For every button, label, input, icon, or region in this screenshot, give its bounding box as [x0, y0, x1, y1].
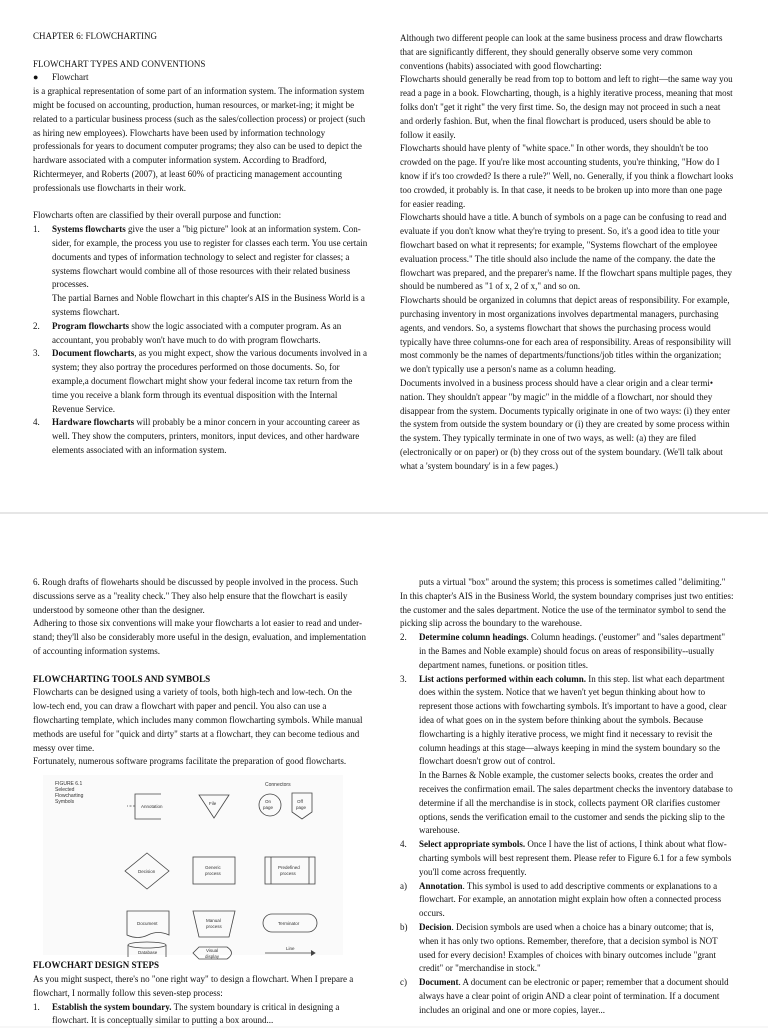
- page-1-right-column: [400, 32, 734, 474]
- bullet-label: Flowchart: [52, 72, 89, 83]
- off-page-label: Off: [297, 799, 303, 805]
- page-2: [0, 512, 768, 1026]
- predefined-process-label: Predefined: [278, 865, 300, 871]
- list-term: Annotation: [419, 880, 463, 891]
- list-text: give the user a "big picture" look at an information system. Con-sider, for example, the process you use to register for classes each term. You use certain documents and types of information technology to select and register for classes; a systems flowchart would combine all of those resources with their related business processes.: [52, 224, 368, 290]
- figure-flowcharting-symbols: [43, 775, 343, 960]
- list-text: will probably be a minor concern in your accounting career as well. They show the computers, printers, monitors, input devices, and other hardware elements associated with an information system.: [52, 417, 360, 455]
- symbols-svg: [43, 775, 343, 960]
- design-steps-list-start: [33, 1001, 368, 1028]
- database-label: Database: [138, 950, 158, 956]
- paragraph: Although two different people can look at the same business process and draw flowcharts that are significantly different, they should generally observe some very common conventions (habits) associated with good flowcharting:: [400, 33, 723, 71]
- line-symbol: [265, 951, 315, 956]
- list-term: Select appropriate symbols.: [419, 839, 526, 850]
- paragraph: Adhering to those six conventions will make your flowcharts a lot easier to read and under-stand; they'll also be considerably more useful in the design, evaluation, and implementation of accounting information systems.: [33, 618, 367, 656]
- terminator-label: Terminator: [278, 921, 300, 927]
- list-item: [400, 976, 734, 1017]
- list-term: Determine column headings: [419, 632, 527, 643]
- figure-caption-line: FIGURE 6.1: [55, 781, 83, 788]
- paragraph: Flowcharts can be designed using a variety of tools, both high-tech and low-tech. On the low-tech end, you can draw a flowchart with paper and pencil. You also can use a flowcharting template, which includes many common flowcharting symbols. While manual methods are useful for "quick and dirty" starts at a flowchart, they can become tedious and messy over time.: [33, 687, 363, 753]
- paragraph: is a graphical representation of some part of an information system. The information system might be focused on accounting, production, human resources, or market-ing; it might be related to a particular business process (such as the sales/collection process) or project (such as hiring new employees). Flowcharts have been used by information technology professionals for years to document computer programs; they also can be used to depict the hardware associated with a computer information system. According to Bradford, Richtermeyer, and Roberts (2007), at least 60% of practicing management accounting professionals use flowcharts in their work.: [33, 86, 366, 193]
- document-label: Document: [137, 921, 158, 927]
- section-title-tools-symbols: FLOWCHARTING TOOLS AND SYMBOLS: [33, 673, 211, 684]
- paragraph: Fortunately, numerous software programs facilitate the preparation of good flowcharts.: [33, 756, 347, 767]
- list-item: [33, 320, 368, 348]
- list-item: [33, 223, 368, 320]
- design-steps-list: [400, 631, 734, 879]
- paragraph: Flowcharts often are classified by their overall purpose and function:: [33, 210, 282, 221]
- page-2-left-column: [33, 576, 368, 1028]
- list-number: 3.: [400, 673, 407, 684]
- list-term: Establish the system boundary.: [52, 1001, 172, 1012]
- list-text: , as you might expect, show the various documents involved in a system; they also portray the procedures performed on those documents. So, for example,a document flowchart might show your federal income tax return from the time you receive a blank form through its eventual disposition with the Internal Revenue Service.: [52, 348, 367, 414]
- list-number: 4.: [33, 417, 40, 428]
- generic-process-label: Generic: [205, 865, 221, 871]
- list-item: [33, 1001, 368, 1028]
- list-item: [400, 838, 734, 879]
- list-text: . This symbol is used to add descriptive comments or explanations to a flowchart. For example, an annotation might explain how often a connected process occurs.: [419, 880, 722, 919]
- list-term: Decision: [419, 921, 452, 932]
- line-label: Line: [286, 946, 295, 952]
- list-number: 4.: [400, 839, 407, 850]
- manual-process-label: process: [206, 924, 222, 930]
- list-item: [33, 416, 368, 457]
- chapter-title: CHAPTER 6: FLOWCHARTING: [33, 31, 157, 41]
- generic-process-label: process: [205, 871, 221, 877]
- paragraph: Flowcharts should generally be read from top to bottom and left to right—the same way you read a page in a book. Flowcharting, though, is a highly iterative process, meaning that most folks don't "get it right" the very first time. So, the design may not proceed in such a neat and orderly fashion. But, when the final flowchart is produced, users should be able to follow it easily.: [400, 74, 733, 140]
- bullet-flowchart: [33, 71, 368, 85]
- list-term: Systems flowcharts: [52, 224, 126, 235]
- figure-caption-line: Selected: [55, 787, 75, 794]
- visual-display-label: display: [205, 954, 220, 960]
- connectors-label: Connectors: [265, 782, 291, 789]
- figure-caption-line: Flowcharting: [55, 793, 84, 800]
- on-page-label: On: [265, 799, 272, 805]
- list-term: Hardware flowcharts: [52, 417, 135, 428]
- list-item: [400, 880, 734, 921]
- manual-process-label: Manual: [206, 918, 221, 924]
- continued-text: puts a virtual "box" around the system; this process is sometimes called "delimiting.": [419, 577, 726, 587]
- list-item: [400, 673, 734, 839]
- list-letter: a): [400, 880, 407, 891]
- symbols-list: [400, 880, 734, 1018]
- page-1-left-column: [33, 30, 368, 458]
- list-number: 2.: [400, 632, 407, 643]
- list-term: Document flowcharts: [52, 348, 135, 359]
- paragraph: Flowcharts should be organized in columns that depict areas of responsibility. For example, purchasing inventory in most organizations involves departmental managers, purchasing agents, and vendors. So, a systems flowchart that shows the purchasing process would typically have three columns-one for each area of responsibility. Areas of responsibility will most commonly be the names of departments/functions/job titles within the organization; we don't typically use a person's name as a column heading.: [400, 295, 732, 375]
- predefined-process-label: process: [280, 871, 296, 877]
- list-term: List actions performed within each column.: [419, 673, 586, 684]
- paragraph: 6. Rough drafts of floweharts should be discussed by people involved in the process. Such discussions serve as a "reality check." They also help ensure that the flowchart is easily understood by someone other than the designer.: [33, 577, 358, 615]
- list-text: . A document can be electronic or paper; remember that a document should always have a clear point of origin AND a clear point of termination. If a document includes an original and one or more copies, layer...: [419, 977, 729, 1015]
- figure-caption-line: Symbols: [55, 799, 75, 806]
- section-title-types-conventions: FLOWCHART TYPES AND CONVENTIONS: [33, 58, 206, 69]
- list-number: 2.: [33, 320, 40, 331]
- list-text: In this step. list what each department does within the system. Notice that we haven't yet begun thinking about how to represent those actions with fowcharting symbols. It's important to have a good, clear idea of what goes on in the system before thinking about the symbols. Because flowcharting is a highly iterative process, we might find it necessary to revisit the column headings at this stage—always keeping in mind the system boundary so the flowchart doesn't grow out of control.: [419, 673, 727, 767]
- paragraph: As you might suspect, there's no "one right way" to design a flowchart. When I prepare a flowchart, I normally follow this seven-step process:: [33, 973, 354, 998]
- list-number: 3.: [33, 348, 40, 359]
- list-text: show the logic associated with a computer program. As an accountant, you probably won't have much to do with program flowcharts.: [52, 320, 342, 345]
- list-item: [33, 347, 368, 416]
- paragraph: Flowcharts should have a title. A bunch of symbols on a page can be confusing to read and evaluate if you don't know what they're trying to present. So, it's a good idea to title your flowchart based on what it represents; for example, "Systems flowchart of the employee evaluation process." The title should also include the name of the company. the date the flowchart was prepared, and the preparer's name. If the flowchart spans multiple pages, they should be numbered as "1 of x, 2 of x," and so on.: [400, 212, 732, 292]
- section-title-design-steps: FLOWCHART DESIGN STEPS: [33, 960, 160, 971]
- list-number: 1.: [33, 224, 40, 235]
- file-label: File: [209, 801, 217, 807]
- list-letter: b): [400, 921, 408, 932]
- list-letter: c): [400, 977, 407, 988]
- list-item: [400, 631, 734, 672]
- list-text: . Column headings. ('eustomer" and "sales department" in the Bames and Noble example) should focus on areas of responsibility--usually department names, funetions. or position titles.: [419, 632, 726, 670]
- list-extra: In the Barnes & Noble example, the customer selects books, creates the order and receives the confirmation email. The sales department checks the inventory database to determine if all the merchandise is in stock, collects payment OR clarifies customer options, sends the verification email to the customer and sends the picking slip to the warehouse.: [419, 770, 733, 836]
- page-1: [0, 0, 768, 512]
- list-item: [400, 921, 734, 976]
- annotation-label: Annotation: [141, 804, 163, 810]
- page-2-right-column: [400, 576, 734, 1018]
- bullet-icon: ●: [33, 72, 39, 83]
- decision-label: Decision: [138, 869, 156, 875]
- list-text: . Decision symbols are used when a choice has a binary outcome; that is, when it has only two options. Remember, therefore, that a decision symbol is NOT used for every decision! Examples of choices with binary outcomes include "grant credit" or "merchandise in stock.": [419, 921, 718, 974]
- list-number: 1.: [33, 1001, 40, 1012]
- list-text: The system boundary is critical in designing a flowchart. It is conceptually similar to putting a box around...: [52, 1001, 340, 1026]
- file-symbol: [199, 795, 229, 818]
- off-page-label: page: [296, 805, 307, 811]
- list-term: Document: [419, 977, 459, 988]
- paragraph: In this chapter's AIS in the Business World, the system boundary comprises just two entities: the customer and the sales department. Notice the use of the terminator symbol to send the picking slip across the boundary to the warehouse.: [400, 590, 734, 629]
- list-term: Program flowcharts: [52, 320, 130, 331]
- visual-display-label: Visual: [206, 948, 219, 954]
- list-text: Once I have the list of actions, I think about what flow-charting symbols will best represent them. Please refer to Figure 6.1 for a few symbols you'll come across frequently.: [419, 839, 732, 877]
- paragraph: Documents involved in a business process should have a clear origin and a clear termi• nation. They shouldn't appear "by magic" in the middle of a flowchart, nor should they disappear from the system. Documents typically originate in one of two ways: (i) they enter the system from outside the system boundary or (i) they are created by some process within the system. They typically terminate in one of two ways, as well: (a) they are filed (electronically or on paper) or (b) they cross out of the system boundary. (We'll talk about what a 'system boundary' is in a few pages.): [400, 377, 731, 471]
- on-page-label: page: [263, 805, 274, 811]
- paragraph: Flowcharts should have plenty of "white space." In other words, they shouldn't be too crowded on the page. If you're like most accounting students, you're thinking, "How do I know if it's too crowded? Is there a rule?" Well, no. Generally, if you think a flowchart looks too crowded, it probably is. In that case, it needs to be broken up into more than one page for easier reading.: [400, 143, 734, 209]
- list-extra: The partial Barnes and Noble flowchart in this chapter's AIS in the Business World is a systems flowchart.: [52, 293, 365, 317]
- flowchart-types-list: [33, 223, 368, 458]
